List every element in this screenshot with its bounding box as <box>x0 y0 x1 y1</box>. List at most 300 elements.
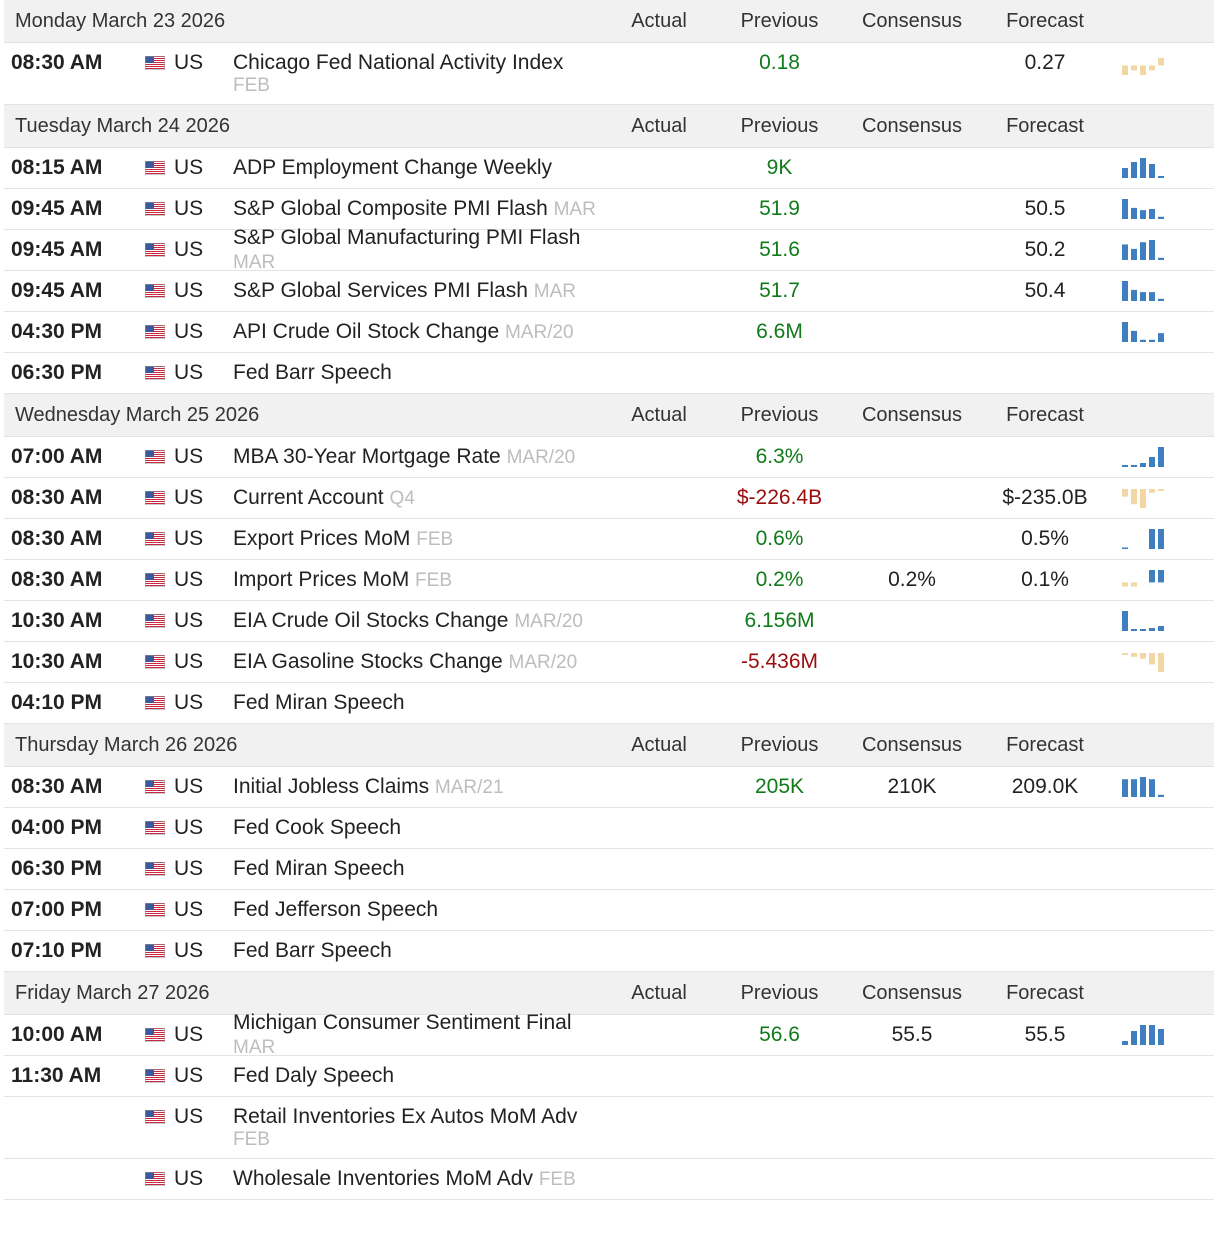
us-flag-icon <box>145 862 165 876</box>
previous-value: 51.9 <box>759 197 800 220</box>
spark-bar <box>1149 292 1155 301</box>
event-name-cell <box>233 320 596 345</box>
us-flag-icon <box>145 491 165 505</box>
event-row[interactable] <box>4 271 1214 312</box>
us-flag-icon <box>145 1110 165 1124</box>
event-country <box>145 1023 233 1047</box>
event-name-cell <box>233 1011 596 1060</box>
spark-bar <box>1122 611 1128 631</box>
sparkline-chart <box>1122 51 1164 75</box>
spark-bar <box>1140 653 1146 659</box>
event-row[interactable] <box>4 601 1214 642</box>
day-date: Friday March 27 2026 <box>15 981 210 1004</box>
consensus-value: 55.5 <box>891 1023 933 1046</box>
column-header-previous: Previous <box>740 9 819 32</box>
sparkline-cell[interactable] <box>1103 320 1183 344</box>
event-name-link[interactable]: Current Account <box>233 485 384 509</box>
event-name-link[interactable]: EIA Crude Oil Stocks Change <box>233 608 509 632</box>
event-country <box>145 445 233 469</box>
column-header-consensus: Consensus <box>861 9 963 32</box>
event-time: 07:10 PM <box>11 939 103 962</box>
forecast-value: 50.4 <box>1024 279 1066 302</box>
event-name-link[interactable]: API Crude Oil Stock Change <box>233 319 500 343</box>
country-code: US <box>174 527 204 550</box>
spark-bar <box>1131 249 1137 260</box>
spark-bar <box>1158 176 1164 178</box>
sparkline-chart <box>1122 650 1164 674</box>
event-name-link[interactable]: Fed Daly Speech <box>233 1064 395 1087</box>
spark-bar <box>1158 795 1164 797</box>
day-date: Monday March 23 2026 <box>15 9 226 32</box>
event-name-cell <box>233 857 596 881</box>
country-code: US <box>174 650 204 673</box>
spark-bar <box>1149 653 1155 664</box>
previous-value: 51.7 <box>759 279 800 302</box>
column-header-forecast: Forecast <box>1006 9 1084 32</box>
spark-bar <box>1149 65 1155 70</box>
event-time: 07:00 AM <box>11 445 103 468</box>
sparkline-cell[interactable] <box>1103 197 1183 221</box>
us-flag-icon <box>145 284 165 298</box>
spark-bar <box>1158 570 1164 582</box>
country-code: US <box>174 279 204 302</box>
spark-bar <box>1149 570 1155 582</box>
us-flag-icon <box>145 655 165 669</box>
event-period: MAR <box>233 251 276 273</box>
event-country <box>145 51 233 75</box>
event-name-link[interactable]: Initial Jobless Claims <box>233 774 430 798</box>
event-name-cell <box>233 939 596 963</box>
previous-value: 9K <box>766 156 793 179</box>
column-header-previous: Previous <box>740 403 819 426</box>
spark-bar <box>1149 1025 1155 1045</box>
day-header <box>4 972 1214 1015</box>
spark-bar <box>1149 164 1155 178</box>
event-name-cell <box>233 51 596 97</box>
spark-bar <box>1158 299 1164 301</box>
sparkline-cell[interactable] <box>1103 1023 1183 1047</box>
event-time: 08:30 AM <box>11 568 103 591</box>
column-header-previous: Previous <box>740 114 819 137</box>
sparkline-cell[interactable] <box>1103 527 1183 551</box>
us-flag-icon <box>145 56 165 70</box>
previous-value: $-226.4B <box>736 486 823 509</box>
spark-bar <box>1122 168 1128 178</box>
event-country <box>145 361 233 385</box>
us-flag-icon <box>145 903 165 917</box>
column-header-actual: Actual <box>631 733 687 756</box>
event-period: MAR/20 <box>514 610 583 632</box>
event-country <box>145 1167 233 1191</box>
event-name-cell <box>233 226 596 275</box>
event-row[interactable] <box>4 560 1214 601</box>
event-period: Q4 <box>389 487 415 509</box>
country-code: US <box>174 939 204 962</box>
spark-bar <box>1131 582 1137 586</box>
spark-bar <box>1131 208 1137 219</box>
event-time: 06:30 PM <box>11 857 103 880</box>
column-header-forecast: Forecast <box>1006 981 1084 1004</box>
spark-bar <box>1131 290 1137 301</box>
event-row[interactable] <box>4 478 1214 519</box>
spark-bar <box>1149 779 1155 797</box>
column-header-forecast: Forecast <box>1006 114 1084 137</box>
event-period: FEB <box>538 1168 576 1190</box>
sparkline-cell[interactable] <box>1103 568 1183 592</box>
spark-bar <box>1131 65 1137 70</box>
spark-bar <box>1149 340 1155 342</box>
us-flag-icon <box>145 1069 165 1083</box>
event-row[interactable] <box>4 189 1214 230</box>
event-name-cell <box>233 650 596 675</box>
event-time: 04:10 PM <box>11 691 103 714</box>
event-time: 10:30 AM <box>11 650 103 673</box>
sparkline-chart <box>1122 197 1164 221</box>
us-flag-icon <box>145 944 165 958</box>
sparkline-cell[interactable] <box>1103 775 1183 799</box>
event-name-link[interactable]: Michigan Consumer Sentiment Final <box>233 1010 572 1034</box>
event-row[interactable] <box>4 43 1214 105</box>
event-period: MAR <box>233 1036 276 1058</box>
event-row[interactable] <box>4 437 1214 478</box>
previous-value: -5.436M <box>740 650 819 673</box>
country-code: US <box>174 1167 204 1190</box>
us-flag-icon <box>145 573 165 587</box>
event-name-link[interactable]: Fed Barr Speech <box>233 939 392 962</box>
event-name-link[interactable]: Fed Cook Speech <box>233 816 402 839</box>
event-period: FEB <box>233 75 270 96</box>
spark-bar <box>1122 322 1128 342</box>
event-time: 06:30 PM <box>11 361 103 384</box>
event-row[interactable] <box>4 767 1214 808</box>
event-name-link[interactable]: Chicago Fed National Activity Index <box>233 51 564 74</box>
event-period: MAR <box>553 198 596 220</box>
sparkline-cell[interactable] <box>1103 650 1183 674</box>
spark-bar <box>1149 489 1155 493</box>
sparkline-chart <box>1122 1023 1164 1047</box>
country-code: US <box>174 197 204 220</box>
column-header-forecast: Forecast <box>1006 733 1084 756</box>
spark-bar <box>1149 209 1155 219</box>
country-code: US <box>174 609 204 632</box>
day-header <box>4 105 1214 148</box>
country-code: US <box>174 445 204 468</box>
event-country <box>145 156 233 180</box>
event-row[interactable] <box>4 1056 1214 1097</box>
spark-bar <box>1122 653 1128 655</box>
spark-bar <box>1140 65 1146 75</box>
event-name-cell <box>233 527 596 552</box>
event-period: MAR/20 <box>508 651 578 673</box>
sparkline-chart <box>1122 568 1164 592</box>
event-name-cell <box>233 1064 596 1088</box>
event-name-link[interactable]: Fed Miran Speech <box>233 857 405 880</box>
spark-bar <box>1131 1031 1137 1045</box>
forecast-value: 0.27 <box>1024 51 1066 74</box>
previous-value: 56.6 <box>759 1023 800 1046</box>
event-name-cell <box>233 156 596 180</box>
event-row[interactable] <box>4 890 1214 931</box>
column-header-consensus: Consensus <box>861 114 963 137</box>
spark-bar <box>1140 158 1146 178</box>
spark-bar <box>1158 1029 1164 1045</box>
spark-bar <box>1158 653 1164 672</box>
event-time: 08:30 AM <box>11 527 103 550</box>
event-row[interactable] <box>4 931 1214 972</box>
sparkline-chart <box>1122 775 1164 799</box>
day-header <box>4 394 1214 437</box>
event-name-link[interactable]: Fed Jefferson Speech <box>233 898 439 921</box>
event-row[interactable] <box>4 808 1214 849</box>
spark-bar <box>1122 582 1128 586</box>
event-name-cell <box>233 775 596 800</box>
event-row[interactable] <box>4 642 1214 683</box>
spark-bar <box>1149 457 1155 467</box>
event-row[interactable] <box>4 312 1214 353</box>
previous-value: 51.6 <box>759 238 800 261</box>
event-period: MAR/21 <box>434 776 504 798</box>
us-flag-icon <box>145 1028 165 1042</box>
event-name-link[interactable]: Fed Miran Speech <box>233 691 405 714</box>
event-time: 04:00 PM <box>11 816 103 839</box>
consensus-value: 210K <box>887 775 937 798</box>
spark-bar <box>1122 1041 1128 1045</box>
country-code: US <box>174 156 204 179</box>
event-name-link[interactable]: Wholesale Inventories MoM Adv <box>233 1166 533 1190</box>
us-flag-icon <box>145 614 165 628</box>
event-name-link[interactable]: S&P Global Manufacturing PMI Flash <box>233 225 581 249</box>
country-code: US <box>174 1023 204 1046</box>
sparkline-chart <box>1122 486 1164 510</box>
sparkline-chart <box>1122 238 1164 262</box>
sparkline-cell[interactable] <box>1103 609 1183 633</box>
sparkline-cell[interactable] <box>1103 486 1183 510</box>
event-row[interactable] <box>4 148 1214 189</box>
spark-bar <box>1131 331 1137 342</box>
us-flag-icon <box>145 161 165 175</box>
event-country <box>145 320 233 344</box>
day-header <box>4 0 1214 43</box>
event-name-link[interactable]: ADP Employment Change Weekly <box>233 156 553 179</box>
event-country <box>145 238 233 262</box>
spark-bar <box>1122 65 1128 75</box>
event-name-cell <box>233 361 596 385</box>
spark-bar <box>1131 162 1137 178</box>
event-country <box>145 486 233 510</box>
event-time: 11:30 AM <box>11 1064 102 1087</box>
spark-bar <box>1122 281 1128 301</box>
spark-bar <box>1140 463 1146 467</box>
event-time: 09:45 AM <box>11 279 103 302</box>
event-time: 07:00 PM <box>11 898 103 921</box>
event-row[interactable] <box>4 1010 1214 1058</box>
event-country <box>145 568 233 592</box>
sparkline-cell[interactable] <box>1103 445 1183 469</box>
forecast-value: 55.5 <box>1024 1023 1066 1046</box>
event-row[interactable] <box>4 849 1214 890</box>
event-country <box>145 650 233 674</box>
previous-value: 6.156M <box>744 609 815 632</box>
event-row[interactable] <box>4 1097 1214 1159</box>
event-country <box>145 197 233 221</box>
event-row[interactable] <box>4 683 1214 724</box>
spark-bar <box>1140 292 1146 301</box>
event-country <box>145 691 233 715</box>
consensus-value: 0.2% <box>888 568 936 591</box>
sparkline-cell[interactable] <box>1103 156 1183 180</box>
forecast-value: 0.5% <box>1021 527 1069 550</box>
event-name-link[interactable]: Fed Barr Speech <box>233 361 392 384</box>
spark-bar <box>1158 529 1164 549</box>
event-name-cell <box>233 197 596 222</box>
sparkline-chart <box>1122 279 1164 303</box>
sparkline-cell[interactable] <box>1103 238 1183 262</box>
event-time: 08:30 AM <box>11 775 103 798</box>
column-header-consensus: Consensus <box>861 733 963 756</box>
event-period: FEB <box>233 1129 270 1150</box>
forecast-value: 209.0K <box>1011 775 1079 798</box>
spark-bar <box>1158 258 1164 260</box>
event-time: 09:45 AM <box>11 197 103 220</box>
event-name-link[interactable]: Import Prices MoM <box>233 567 410 591</box>
spark-bar <box>1131 629 1137 631</box>
column-header-actual: Actual <box>631 9 687 32</box>
spark-bar <box>1122 244 1128 260</box>
sparkline-chart <box>1122 156 1164 180</box>
column-header-previous: Previous <box>740 733 819 756</box>
sparkline-cell[interactable] <box>1103 279 1183 303</box>
spark-bar <box>1158 333 1164 342</box>
column-header-consensus: Consensus <box>861 403 963 426</box>
forecast-value: 50.2 <box>1024 238 1066 261</box>
country-code: US <box>174 568 204 591</box>
us-flag-icon <box>145 243 165 257</box>
event-name-link[interactable]: EIA Gasoline Stocks Change <box>233 649 503 673</box>
column-header-previous: Previous <box>740 981 819 1004</box>
spark-bar <box>1158 58 1164 65</box>
event-period: MAR/20 <box>504 321 574 343</box>
country-code: US <box>174 1105 204 1128</box>
event-name-link[interactable]: S&P Global Composite PMI Flash <box>233 196 548 220</box>
event-row[interactable] <box>4 353 1214 394</box>
us-flag-icon <box>145 1172 165 1186</box>
event-period: MAR <box>533 280 576 302</box>
spark-bar <box>1140 242 1146 260</box>
event-name-cell <box>233 816 596 840</box>
event-name-link[interactable]: Export Prices MoM <box>233 526 411 550</box>
event-name-cell <box>233 568 596 593</box>
spark-bar <box>1149 240 1155 260</box>
event-country <box>145 857 233 881</box>
event-time: 08:15 AM <box>11 156 103 179</box>
spark-bar <box>1149 529 1155 549</box>
spark-bar <box>1158 217 1164 219</box>
event-name-cell <box>233 691 596 715</box>
us-flag-icon <box>145 325 165 339</box>
sparkline-cell[interactable] <box>1103 51 1183 75</box>
us-flag-icon <box>145 450 165 464</box>
country-code: US <box>174 51 204 74</box>
event-row[interactable] <box>4 225 1214 273</box>
event-country <box>145 939 233 963</box>
spark-bar <box>1131 653 1137 657</box>
spark-bar <box>1122 465 1128 467</box>
event-name-link[interactable]: MBA 30-Year Mortgage Rate <box>233 444 501 468</box>
spark-bar <box>1122 199 1128 219</box>
event-row[interactable] <box>4 1159 1214 1200</box>
event-name-cell <box>233 486 596 511</box>
sparkline-chart <box>1122 609 1164 633</box>
spark-bar <box>1140 489 1146 508</box>
event-name-cell <box>233 898 596 922</box>
us-flag-icon <box>145 202 165 216</box>
country-code: US <box>174 238 204 261</box>
column-header-forecast: Forecast <box>1006 403 1084 426</box>
event-country <box>145 816 233 840</box>
spark-bar <box>1140 340 1146 342</box>
country-code: US <box>174 857 204 880</box>
event-period: FEB <box>415 569 452 591</box>
spark-bar <box>1122 548 1128 550</box>
previous-value: 6.3% <box>755 445 804 468</box>
sparkline-chart <box>1122 527 1164 551</box>
event-country <box>145 775 233 799</box>
event-name-link[interactable]: S&P Global Services PMI Flash <box>233 278 528 302</box>
event-country <box>145 527 233 551</box>
forecast-value: $-235.0B <box>1002 486 1088 509</box>
spark-bar <box>1140 1025 1146 1045</box>
spark-bar <box>1158 626 1164 631</box>
spark-bar <box>1149 628 1155 631</box>
spark-bar <box>1122 779 1128 797</box>
forecast-value: 50.5 <box>1024 197 1066 220</box>
country-code: US <box>174 816 204 839</box>
sparkline-chart <box>1122 320 1164 344</box>
column-header-actual: Actual <box>631 114 687 137</box>
day-date: Wednesday March 25 2026 <box>15 403 260 426</box>
us-flag-icon <box>145 821 165 835</box>
spark-bar <box>1131 779 1137 797</box>
day-header <box>4 724 1214 767</box>
country-code: US <box>174 361 204 384</box>
day-date: Thursday March 26 2026 <box>15 733 238 756</box>
column-header-actual: Actual <box>631 981 687 1004</box>
day-date: Tuesday March 24 2026 <box>15 114 230 137</box>
spark-bar <box>1140 777 1146 797</box>
economic-calendar <box>4 0 1214 1200</box>
spark-bar <box>1131 489 1137 504</box>
event-name-link[interactable]: Retail Inventories Ex Autos MoM Adv <box>233 1105 578 1128</box>
event-row[interactable] <box>4 519 1214 560</box>
previous-value: 205K <box>754 775 805 798</box>
previous-value: 0.6% <box>755 527 804 550</box>
us-flag-icon <box>145 696 165 710</box>
event-time: 08:30 AM <box>11 51 103 74</box>
event-time: 08:30 AM <box>11 486 103 509</box>
event-time: 10:00 AM <box>11 1023 103 1046</box>
event-country <box>145 1064 233 1088</box>
previous-value: 6.6M <box>756 320 803 343</box>
spark-bar <box>1131 465 1137 467</box>
country-code: US <box>174 1064 204 1087</box>
country-code: US <box>174 486 204 509</box>
event-country <box>145 1105 233 1129</box>
event-time: 10:30 AM <box>11 609 103 632</box>
country-code: US <box>174 691 204 714</box>
event-time: 04:30 PM <box>11 320 103 343</box>
column-header-actual: Actual <box>631 403 687 426</box>
spark-bar <box>1158 447 1164 467</box>
